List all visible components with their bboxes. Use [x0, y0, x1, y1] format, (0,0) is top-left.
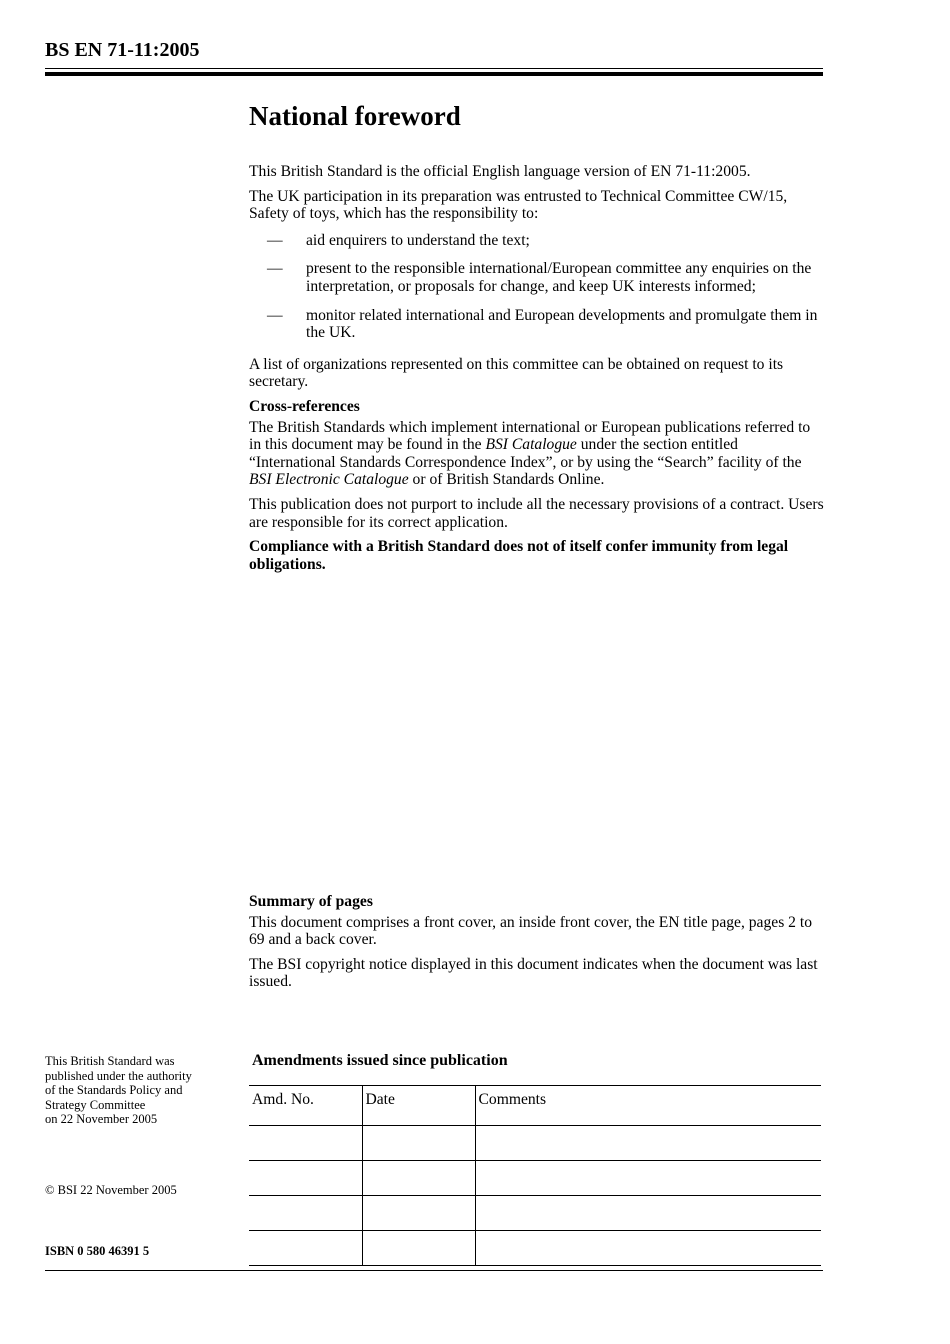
- cross-references-paragraph: The British Standards which implement international or European publications referred to in this document may be found in the BSI Catalogue under the section entitled “International Standards Correspondence Index”, or by using the “Search” facility of the BSI Electronic Catalogue or of British Standards Online.: [249, 418, 811, 489]
- table-row: [249, 1231, 821, 1266]
- summary-paragraph-1: This document comprises a front cover, an inside front cover, the EN title page, pages 2 to 69 and a back cover.: [249, 913, 812, 949]
- foreword-body: [249, 163, 824, 580]
- dash-bullet: —: [267, 231, 283, 249]
- bsi-catalogue-title: BSI Catalogue: [485, 436, 577, 454]
- document-code: BS EN 71-11:2005: [45, 39, 200, 61]
- copyright-notice: © BSI 22 November 2005: [45, 1183, 177, 1197]
- page-title: National foreword: [249, 101, 461, 131]
- table-row: [249, 1161, 821, 1196]
- table-row: [249, 1126, 821, 1161]
- table-header-row: [249, 1086, 821, 1126]
- header-rule-thick: [45, 72, 823, 76]
- cross-references-heading: Cross-references: [249, 397, 360, 415]
- summary-paragraph-2: The BSI copyright notice displayed in this document indicates when the document was last issued.: [249, 955, 818, 991]
- table-row: [249, 1196, 821, 1231]
- publication-authority: This British Standard was published under the authority of the Standards Policy and Strategy Committee on 22 November 2005: [45, 1054, 192, 1126]
- isbn: ISBN 0 580 46391 5: [45, 1244, 150, 1258]
- intro-paragraph-2: The UK participation in its preparation was entrusted to Technical Committee CW/15, Safety of toys, which has the responsibility to:: [249, 187, 788, 223]
- dash-bullet: —: [267, 306, 283, 324]
- responsibility-list: [249, 232, 824, 342]
- amendments-title: Amendments issued since publication: [252, 1052, 508, 1069]
- summary-heading: Summary of pages: [249, 893, 373, 910]
- bsi-electronic-catalogue-title: BSI Electronic Catalogue: [249, 471, 409, 489]
- provisions-paragraph: This publication does not purport to include all the necessary provisions of a contract. Users are responsible for its correct application.: [249, 495, 824, 531]
- committee-list-paragraph: A list of organizations represented on this committee can be obtained on request to its secretary.: [249, 355, 784, 391]
- list-item: — present to the responsible international/European committee any enquiries on the interpretation, or proposals for change, and keep UK interests informed;: [267, 260, 812, 295]
- intro-paragraph-1: This British Standard is the official English language version of EN 71-11:2005.: [249, 163, 751, 180]
- amendments-table: [249, 1085, 821, 1266]
- header-rule-thin: [45, 68, 823, 69]
- column-header-amd-no: Amd. No.: [249, 1086, 362, 1126]
- column-header-comments: Comments: [475, 1086, 821, 1126]
- list-item: — aid enquirers to understand the text;: [267, 231, 530, 249]
- compliance-statement: Compliance with a British Standard does not of itself confer immunity from legal obligations.: [249, 538, 789, 573]
- dash-bullet: —: [267, 260, 283, 278]
- footer-rule: [45, 1270, 823, 1271]
- column-header-date: Date: [362, 1086, 475, 1126]
- list-item: — monitor related international and European developments and promulgate them in the UK.: [267, 306, 818, 342]
- summary-of-pages: [249, 893, 824, 998]
